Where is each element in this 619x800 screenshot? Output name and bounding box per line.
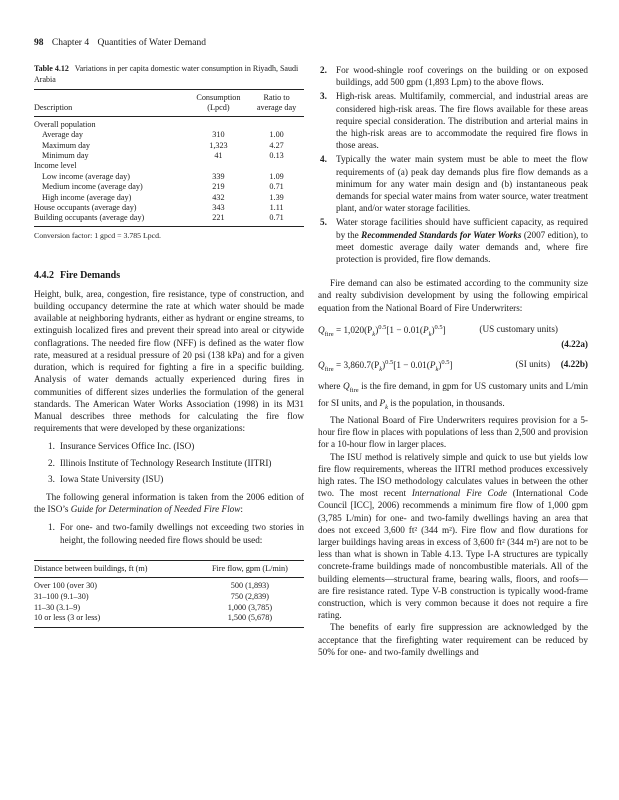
- equation-b-number: (4.22b): [560, 358, 588, 369]
- row-description: High income (average day): [42, 192, 132, 202]
- table-row: [34, 172, 304, 182]
- paragraph-fire-demands: Height, bulk, area, congestion, fire resistance, type of construction, and building occupancy determine the rate at which water should be made available at neighboring hydrants, either as hydrant or engine streams, to extinguish localized fires and prevent their spread into areal or citywide conflagrations. The needed fire flow (NFF) is defined as the water flow rate, measured at a residual pressure of 20 psi (138 kPa) and for a given duration, which is required for fighting a fire in a specific building. Analysis of water demands actually experienced during fires in communities of different sizes underlies the formulation of the general standards. The American Water Works Association (1998) in its M31 Manual describes three methods for calculating the fire flow requirements that were developed by these organizations:: [34, 288, 304, 434]
- iso-guide-title: Guide for Determination of Needed Fire Flow: [70, 504, 241, 515]
- left-column: [34, 64, 304, 628]
- method-item: [34, 457, 304, 469]
- fire-flow-table-wrap: [34, 560, 304, 628]
- equation-b: $Q_{fire} = 3,860.7(P_k)^{0.5}[1 - 0.01(P_k)^{0.5}]$ (SI units) (4.22b): [318, 358, 588, 373]
- isu-text-pre: The ISU method is relatively simple and quick to use but yields low fire flow requirements, whereas the IITRI method produces excessively high rates. The ISO methodology calculates values in between the other two. The most recent: [318, 451, 588, 499]
- method-number: 2.: [48, 457, 55, 468]
- consumption-table: [34, 89, 304, 227]
- row-ratio: 0.71: [249, 213, 304, 226]
- row-consumption: 41: [214, 151, 223, 161]
- right-column: [318, 64, 588, 658]
- row-consumption: 339: [212, 171, 225, 181]
- fire-flow-table: [34, 560, 304, 628]
- rule-5-post: (2007 edition), to meet domestic average daily water demands and, where fire protection is provided, fire flow demands.: [336, 229, 588, 265]
- row-description: Overall population: [34, 119, 96, 129]
- where-word: where: [318, 380, 343, 391]
- row-description: Income level: [34, 161, 77, 171]
- method-item: [34, 473, 304, 485]
- page-number: 98: [34, 38, 44, 48]
- table-row: [34, 161, 304, 171]
- row-ratio: 1.39: [269, 192, 284, 202]
- row-ratio: 4.27: [269, 140, 284, 150]
- chapter-title: Quantities of Water Demand: [97, 38, 206, 48]
- rule-text: For wood-shingle roof coverings on the building or on exposed buildings, add 500 gpm (1,893 Lpm) to the above flows.: [336, 65, 588, 88]
- col-header-consumption: Consumption: [188, 90, 250, 104]
- table-row: [34, 603, 304, 614]
- row-ratio: 1.11: [269, 203, 284, 213]
- method-number: 3.: [48, 473, 55, 484]
- row-consumption: 221: [188, 213, 250, 226]
- rule-5-title: Recommended Standards for Water Works: [361, 229, 522, 240]
- equation-b-units: (SI units): [515, 358, 550, 369]
- iso-rule-1-list: [34, 521, 304, 545]
- table-row: [34, 578, 304, 592]
- col-header-fire-flow: Fire flow, gpm (L/min): [196, 560, 304, 578]
- col-header-ratio-unit: average day: [249, 103, 304, 116]
- table-row: [34, 130, 304, 140]
- rule-text: High-risk areas. Multifamily, commercial, and industrial areas are considered high-risk areas. The fire flows available for these areas require special consideration. The distribution and arterial mains in the high-risk areas are to accommodate the required fire flows in those areas.: [336, 91, 588, 151]
- section-title: Fire Demands: [60, 269, 121, 281]
- rule-number: 2.: [320, 65, 327, 75]
- row-distance: 10 or less (3 or less): [34, 613, 196, 627]
- table-label: Table 4.12: [34, 64, 69, 73]
- row-description: Average day: [42, 130, 83, 140]
- row-description: House occupants (average day): [34, 203, 137, 213]
- equation-b-lhs: = 3,860.7(P: [335, 359, 380, 370]
- paragraph-isu: [318, 451, 588, 622]
- table-row: [34, 203, 304, 213]
- row-distance: 31–100 (9.1–30): [34, 591, 89, 601]
- iso-rule-1: [34, 521, 304, 545]
- row-consumption: [188, 161, 250, 171]
- col-header-description: Description: [34, 103, 188, 116]
- rule-number: 3.: [320, 91, 327, 102]
- row-ratio: 1.09: [269, 171, 284, 181]
- row-distance: 11–30 (3.1–9): [34, 602, 81, 612]
- table-row: [34, 116, 304, 130]
- equation-a-lhs: = 1,020(P: [335, 324, 373, 335]
- table-row: [34, 213, 304, 226]
- row-description: Minimum day: [42, 151, 89, 161]
- row-description: Maximum day: [42, 140, 90, 150]
- where-text-1: is the fire demand, in gpm for US customary units and L/min for SI units, and: [318, 380, 588, 408]
- table-row: [34, 613, 304, 627]
- row-ratio: [249, 116, 304, 130]
- table-caption-text: Variations in per capita domestic water consumption in Riyadh, Saudi Arabia: [34, 64, 299, 84]
- equation-a: $Q_{fire} = 1,020(P_k)^{0.5}[1 - 0.01(P_k)^{0.5}]$ (US customary units): [318, 323, 558, 338]
- paragraph-where: where $Q_{fire}$ is the fire demand, in gpm for US customary units and L/min for SI units, and $P_k$ is the population, in thousands.: [318, 380, 588, 411]
- section-number: 4.4.2: [34, 269, 54, 281]
- conversion-note: Conversion factor: 1 gpcd = 3.785 Lpcd.: [34, 230, 161, 240]
- iso-text-post: :: [240, 504, 243, 515]
- iso-rules-list: [318, 64, 588, 214]
- col-header-distance: Distance between buildings, ft (m): [34, 560, 196, 578]
- row-description: Medium income (average day): [42, 182, 143, 192]
- table-row: [34, 141, 304, 151]
- iso-rule-5-list: [318, 216, 588, 265]
- method-item: [34, 440, 304, 452]
- row-consumption: [188, 116, 250, 130]
- row-distance: Over 100 (over 30): [34, 581, 97, 591]
- paragraph-nbfu: The National Board of Fire Underwriters requires provision for a 5-hour fire flow in places with populations of less than 2,500 and provision for a 10-hour flow in larger places.: [318, 414, 588, 450]
- row-description: Building occupants (average day): [34, 213, 188, 226]
- row-ratio: 0.71: [269, 182, 284, 192]
- iso-rule-item: [318, 90, 588, 151]
- consumption-table-body: [34, 116, 304, 226]
- method-number: 1.: [48, 441, 55, 452]
- where-text-2: is the population, in thousands.: [388, 397, 505, 408]
- paragraph-fire-demand-estimate: Fire demand can also be estimated according to the community size and realty subdivision development by using the following empirical equation from the National Board of Fire Underwriters:: [318, 278, 588, 313]
- iso-text-pre: The following general information is taken from the 2006 edition of the ISO’s: [34, 491, 304, 515]
- row-consumption: 219: [212, 182, 225, 192]
- table-4-12-caption: [34, 64, 304, 85]
- iso-rule-item: [318, 153, 588, 214]
- col-header-blank: [34, 90, 188, 104]
- row-fire-flow: 1,000 (3,785): [227, 602, 273, 612]
- table-row: [34, 193, 304, 203]
- ifc-title: International Fire Code: [411, 488, 507, 499]
- row-description: Low income (average day): [42, 171, 130, 181]
- col-header-consumption-unit: (Lpcd): [188, 103, 250, 116]
- iso-rule-1-text: For one- and two-family dwellings not exceeding two stories in height, the following needed fire flows should be used:: [60, 522, 304, 545]
- method-text: Illinois Institute of Technology Research Institute (IITRI): [60, 457, 272, 468]
- row-fire-flow: 750 (2,839): [230, 591, 269, 601]
- table-row: [34, 151, 304, 161]
- equation-a-number: (4.22a): [561, 338, 588, 349]
- iso-rule-5: [318, 216, 588, 265]
- row-fire-flow: 1,500 (5,678): [196, 613, 304, 627]
- iso-rule-item: [318, 64, 588, 88]
- equation-a-units: (US customary units): [479, 323, 558, 334]
- methods-list: [34, 440, 304, 485]
- paragraph-iso: [34, 491, 304, 515]
- running-header: [34, 38, 206, 48]
- rule-number: 4.: [320, 154, 327, 165]
- section-heading: [34, 270, 304, 281]
- row-fire-flow: 500 (1,893): [230, 581, 269, 591]
- rule-5-pre: Water storage facilities should have sufficient capacity, as required by the: [336, 217, 588, 240]
- isu-text-post: (International Code Council [ICC], 2006) recommends a minimum fire flow of 1,000 gpm (3,785 L/min) for one- and two-family dwellings having an area that does not exceed 3,600 ft² (344 m²). Fire flow and flow durations for larger buildings having areas in excess of 3,600 ft² (344 m²) are not to be less than what is shown in Table 4.13. Type I-A structures are typically concrete-frame buildings made of noncombustible materials. All of the building elements—structural frame, bearing walls, floors, and roofs—are fire resistance rated. Type V-B construction is typically wood-frame construction, which is very common because it does not require a fire rating.: [318, 488, 588, 621]
- fire-flow-table-body: [34, 578, 304, 627]
- row-consumption: 432: [212, 192, 225, 202]
- rule-text: Typically the water main system must be able to meet the flow requirements of (a) peak day demands plus fire flow demands as a minimum for any water main design and (b) instantaneous peak demands for special water mains from water source, water treatment plant, and/or water storage facilities.: [336, 154, 588, 214]
- method-text: Insurance Services Office Inc. (ISO): [60, 441, 195, 452]
- table-row: [34, 182, 304, 192]
- col-header-ratio: Ratio to: [249, 90, 304, 104]
- table-row: [34, 592, 304, 603]
- row-consumption: 310: [212, 130, 225, 140]
- row-consumption: 1,323: [209, 140, 228, 150]
- chapter-label: Chapter 4: [51, 38, 90, 48]
- iso-rule-5-number: 5.: [320, 217, 327, 228]
- iso-rule-1-number: 1.: [48, 522, 55, 533]
- row-ratio: 1.00: [269, 130, 284, 140]
- row-ratio: [249, 161, 304, 171]
- row-consumption: 343: [212, 203, 225, 213]
- paragraph-benefits: The benefits of early fire suppression are acknowledged by the acceptance that the firefighting water requirement can be reduced by 50% for one- and two-family dwellings and: [318, 622, 588, 657]
- method-text: Iowa State University (ISU): [60, 473, 164, 484]
- row-ratio: 0.13: [269, 151, 284, 161]
